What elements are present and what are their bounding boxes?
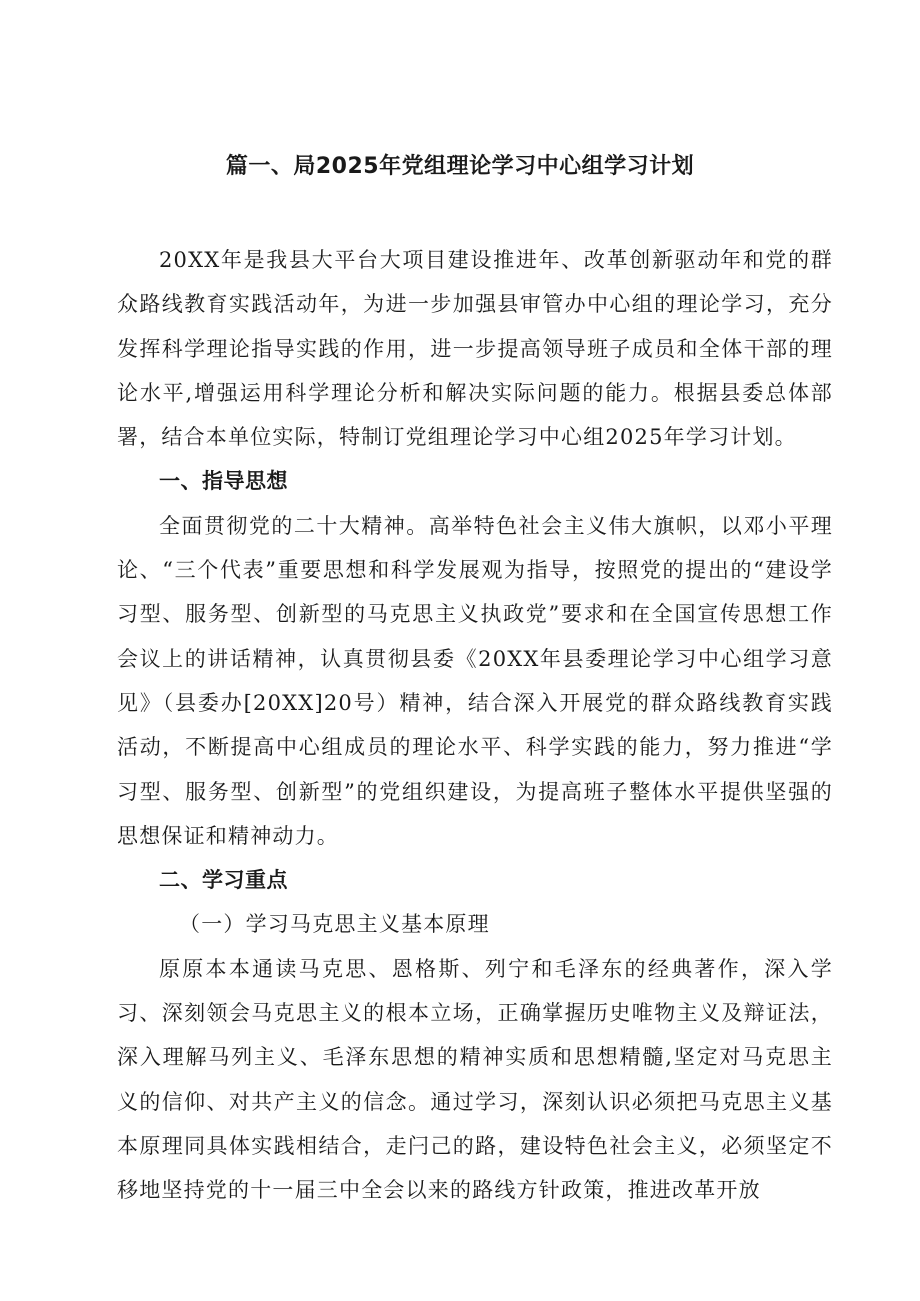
subsection-heading-marxism-principles: （一）学习马克思主义基本原理 — [179, 912, 490, 937]
intro-paragraph: 20XX年是我县大平台大项目建设推进年、改革创新驱动年和党的群众路线教育实践活动年，为进一步加强县审管办中心组的理论学习，充分发挥科学理论指导实践的作用，进一步提高领导班子成员和全体干部的理论水平,增强运用科学理论分析和解决实际问题的能力。根据县委总体部署，结合本单位实际，特制订党组理论学习中心组2025年学习计划。 — [117, 248, 833, 450]
guiding-thought-paragraph: 全面贯彻党的二十大精神。高举特色社会主义伟大旗帜，以邓小平理论、“三个代表”重要思想和科学发展观为指导，按照党的提出的“建设学习型、服务型、创新型的马克思主义执政党”要求和在全国宣传思想工作会议上的讲话精神，认真贯彻县委《20XX年县委理论学习中心组学习意见》（县委办[20XX]20号）精神，结合深入开展党的群众路线教育实践活动，不断提高中心组成员的理论水平、科学实践的能力，努力推进“学习型、服务型、创新型”的党组织建设，为提高班子整体水平提供坚强的思想保证和精神动力。 — [117, 513, 833, 848]
document-body — [117, 238, 833, 1213]
section-heading-guiding-thought: 一、指导思想 — [159, 469, 288, 494]
marxism-principles-paragraph: 原原本本通读马克思、恩格斯、列宁和毛泽东的经典著作，深入学习、深刻领会马克思主义的根本立场，正确掌握历史唯物主义及辩证法，深入理解马列主义、毛泽东思想的精神实质和思想精髓,坚定对马克思主义的信仰、对共产主义的信念。通过学习，深刻认识必须把马克思主义基本原理同具体实践相结合，走闩己的路，建设特色社会主义，必须坚定不移地坚持党的十一届三中全会以来的路线方针政策，推进改革开放 — [117, 956, 833, 1203]
document-title: 篇一、局2025年党组理论学习中心组学习计划 — [225, 154, 695, 179]
section-heading-study-focus: 二、学习重点 — [159, 868, 288, 893]
